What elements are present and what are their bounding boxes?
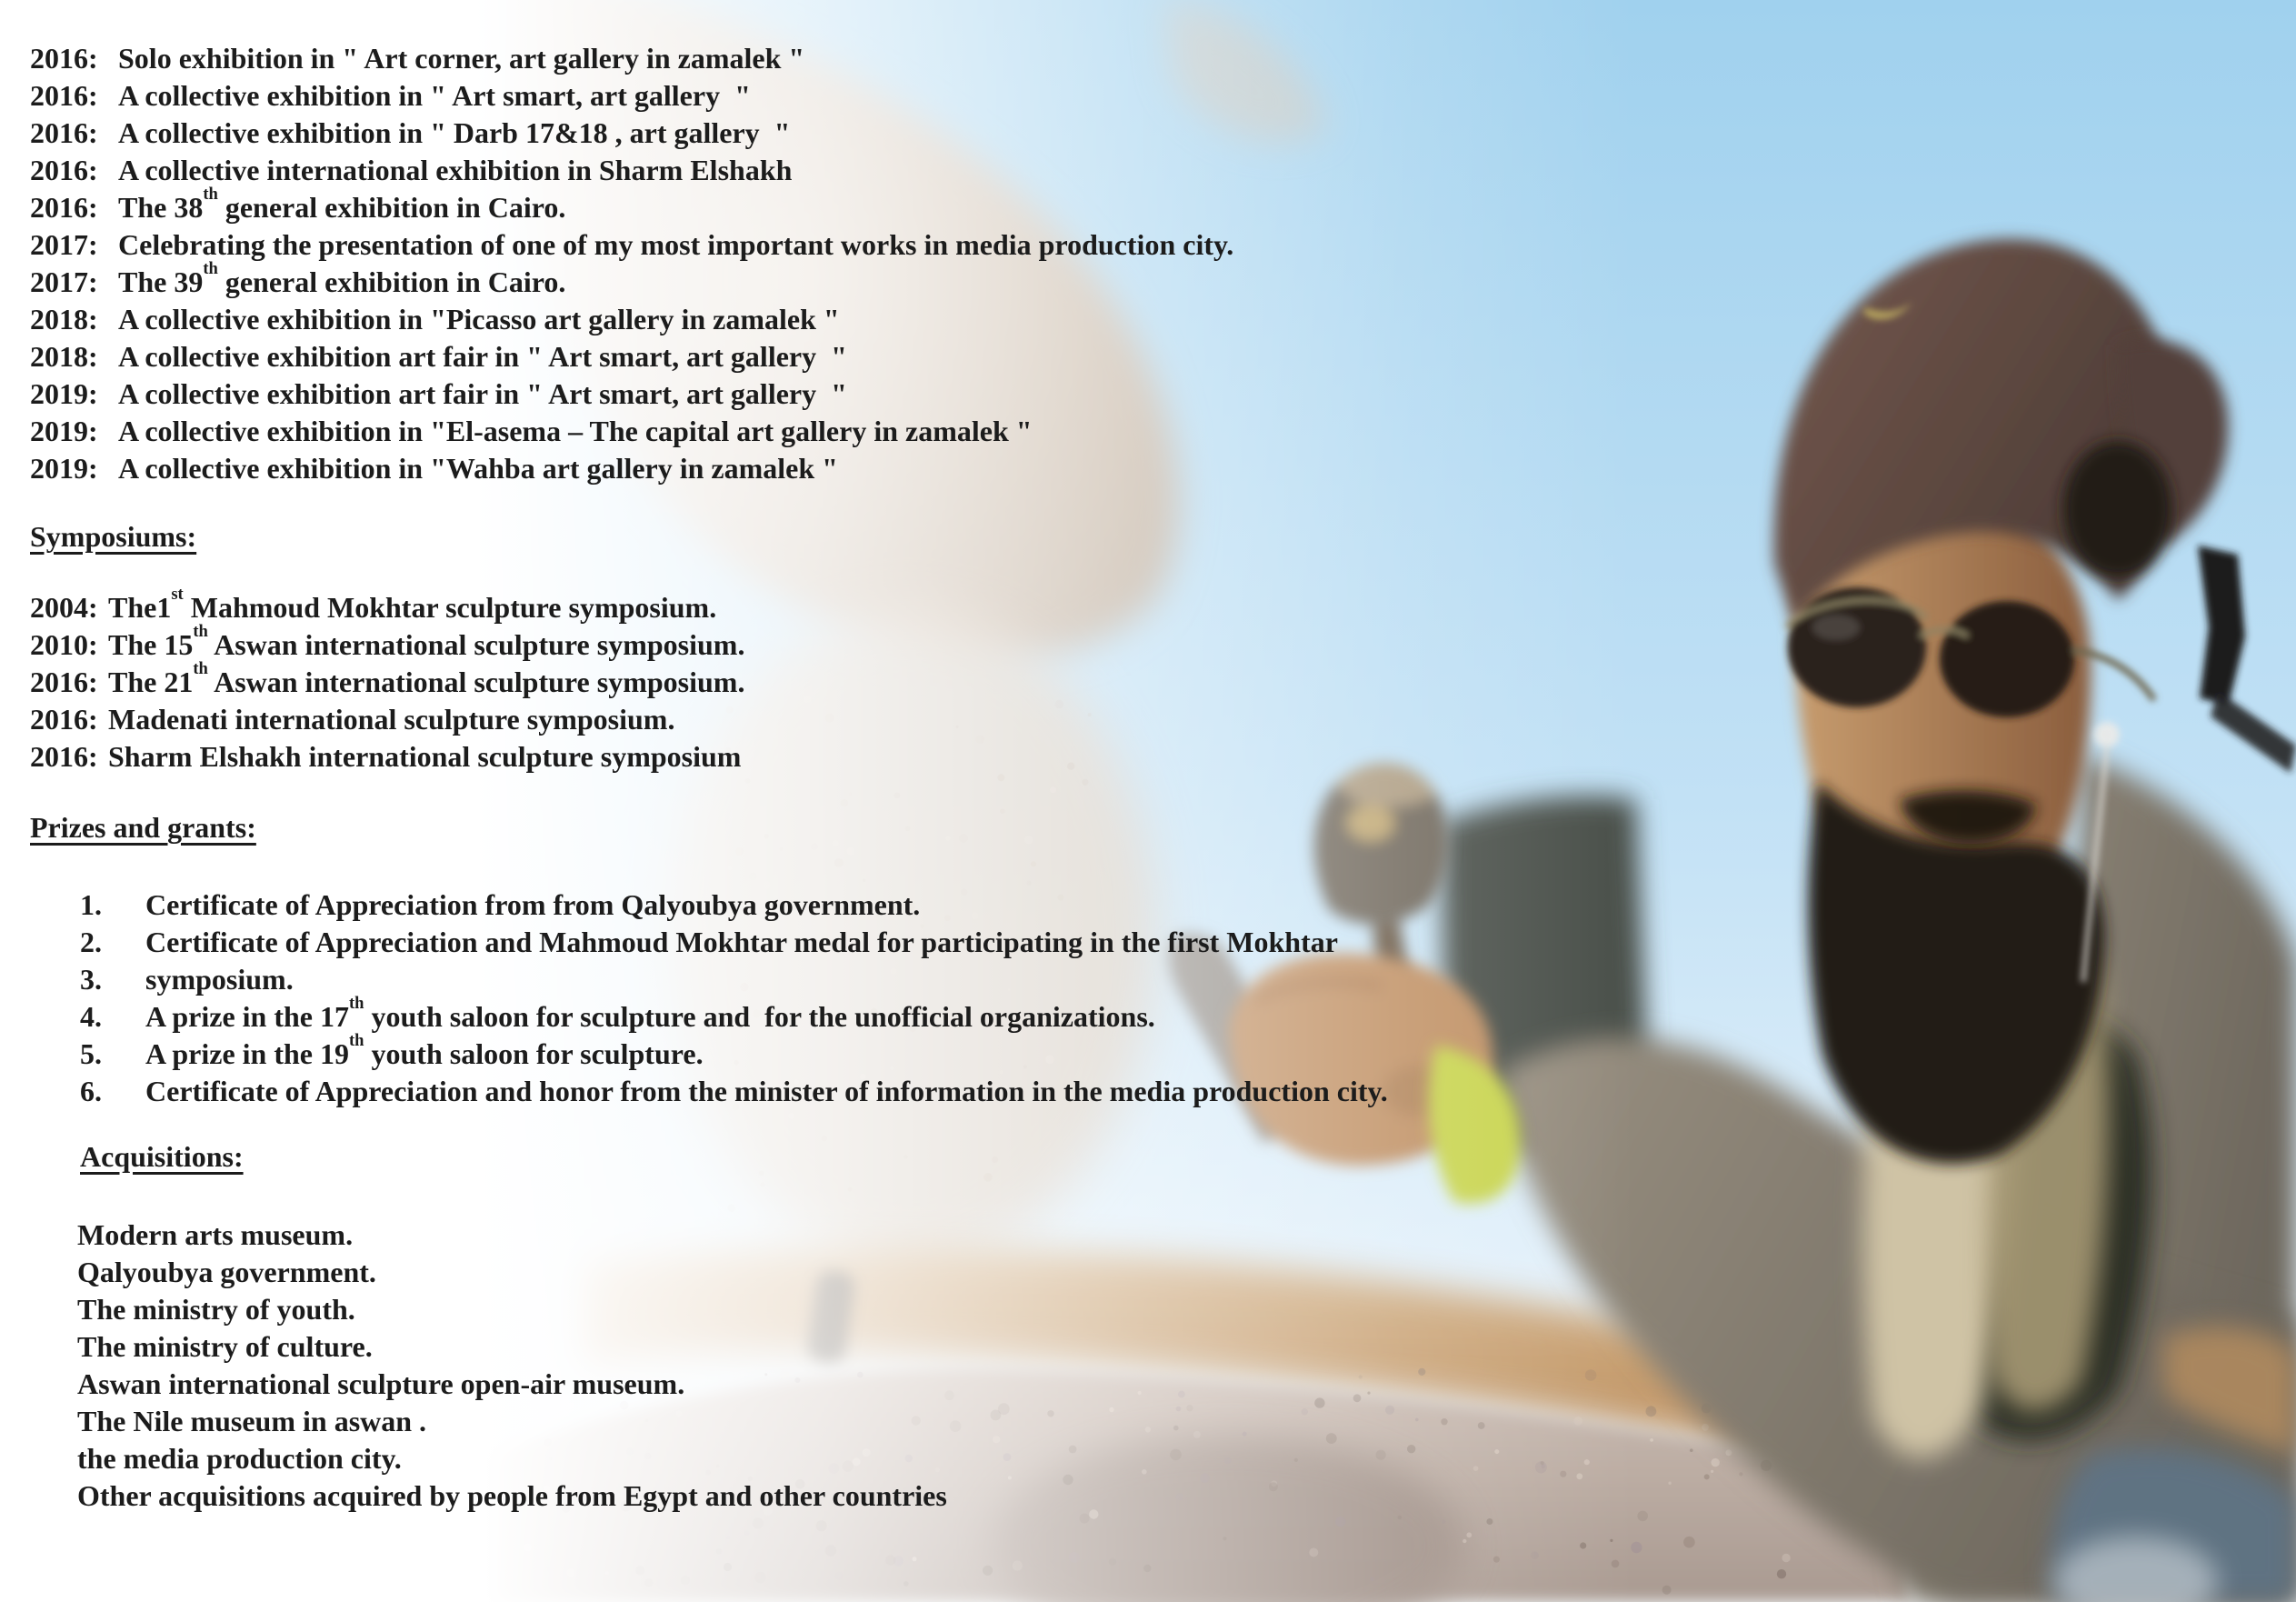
item-text: A prize in the 19th youth saloon for sculpture. [145,1031,704,1070]
item-year: 2016: [30,740,98,773]
prize-item [80,924,1388,961]
item-text: A collective international exhibition in Sharm Elshakh [118,154,793,186]
item-text: Certificate of Appreciation and Mahmoud Mokhtar medal for participating in the first Mokhtar [145,926,1338,958]
item-number: 6. [80,1075,102,1107]
item-text: Solo exhibition in " Art corner, art gallery in zamalek " [118,42,805,75]
item-text: The 38th general exhibition in Cairo. [118,185,566,224]
acquisitions-heading: Acquisitions: [80,1140,244,1173]
exhibition-item [30,77,1233,115]
acquisition-item: the media production city. [77,1442,402,1475]
item-year: 2016: [30,191,98,224]
acquisition-item: Modern arts museum. [77,1218,354,1251]
exhibition-item [30,226,1233,264]
symposium-item [30,738,744,776]
item-year: 2016: [30,116,98,149]
item-year: 2017: [30,228,98,261]
item-number: 3. [80,963,102,996]
exhibition-item [30,338,1233,375]
exhibition-item [30,152,1233,189]
item-text: A collective exhibition in " Art smart, art gallery " [118,79,751,112]
item-year: 2017: [30,265,98,298]
acquisition-item: The ministry of youth. [77,1293,355,1326]
item-year: 2010: [30,628,98,661]
exhibition-item [30,450,1233,487]
item-text: The1st Mahmoud Mokhtar sculpture symposium. [108,585,717,624]
item-text: The 15th Aswan international sculpture symposium. [108,622,745,661]
item-year: 2019: [30,415,98,447]
symposium-item [30,585,744,626]
item-text: A collective exhibition art fair in " Art smart, art gallery " [118,377,847,410]
symposium-item [30,701,744,738]
item-text: A collective exhibition in " Darb 17&18 , art gallery " [118,116,791,149]
item-text: Celebrating the presentation of one of my most important works in media production city. [118,228,1234,261]
item-text: symposium. [145,963,294,996]
acquisition-item: Qalyoubya government. [77,1256,376,1288]
symposiums-heading: Symposiums: [30,520,197,553]
symposium-item [30,659,745,701]
acquisition-item: The ministry of culture. [77,1330,373,1363]
item-year: 2018: [30,340,98,373]
item-number: 1. [80,888,102,921]
prize-item [80,994,1388,1036]
item-text: The 21th Aswan international sculpture symposium. [108,659,745,698]
item-text: A collective exhibition in "Picasso art gallery in zamalek " [118,303,840,335]
acquisition-item: Other acquisitions acquired by people from Egypt and other countries [77,1479,947,1512]
item-text: A collective exhibition in "El-asema – The capital art gallery in zamalek " [118,415,1033,447]
exhibition-item [30,185,1233,226]
item-year: 2016: [30,79,98,112]
symposiums-list [30,585,745,776]
item-number: 2. [80,926,102,958]
exhibition-item [30,375,1233,413]
item-text: Certificate of Appreciation from from Qalyoubya government. [145,888,921,921]
exhibition-item [30,301,1233,338]
item-text: A collective exhibition art fair in " Art smart, art gallery " [118,340,847,373]
item-number: 4. [80,1000,102,1033]
prize-item [80,1073,1388,1110]
item-year: 2016: [30,42,98,75]
item-year: 2019: [30,452,98,485]
item-text: A collective exhibition in "Wahba art gallery in zamalek " [118,452,838,485]
acquisition-item: Aswan international sculpture open-air museum. [77,1367,685,1400]
exhibition-item [30,115,1233,152]
item-text: Certificate of Appreciation and honor from the minister of information in the media production city. [145,1075,1388,1107]
exhibition-item [30,259,1233,301]
exhibitions-list [30,40,1233,487]
prizes-list [80,886,1388,1110]
exhibition-item [30,40,1233,77]
acquisitions-list [77,1217,947,1515]
item-year: 2019: [30,377,98,410]
prize-item [80,961,1388,998]
item-number: 5. [80,1037,102,1070]
item-text: The 39th general exhibition in Cairo. [118,259,566,298]
item-year: 2016: [30,666,98,698]
item-year: 2016: [30,154,98,186]
prize-item [80,1031,1388,1073]
symposium-item [30,622,745,664]
acquisition-item: The Nile museum in aswan . [77,1405,427,1437]
prize-item [80,886,1388,924]
exhibition-item [30,413,1233,450]
item-text: Madenati international sculpture symposium. [108,703,675,736]
item-text: Sharm Elshakh international sculpture symposium [108,740,742,773]
item-year: 2004: [30,591,98,624]
item-year: 2016: [30,703,98,736]
item-text: A prize in the 17th youth saloon for sculpture and for the unofficial organizations. [145,994,1155,1033]
item-year: 2018: [30,303,98,335]
prizes-heading: Prizes and grants: [30,811,256,844]
